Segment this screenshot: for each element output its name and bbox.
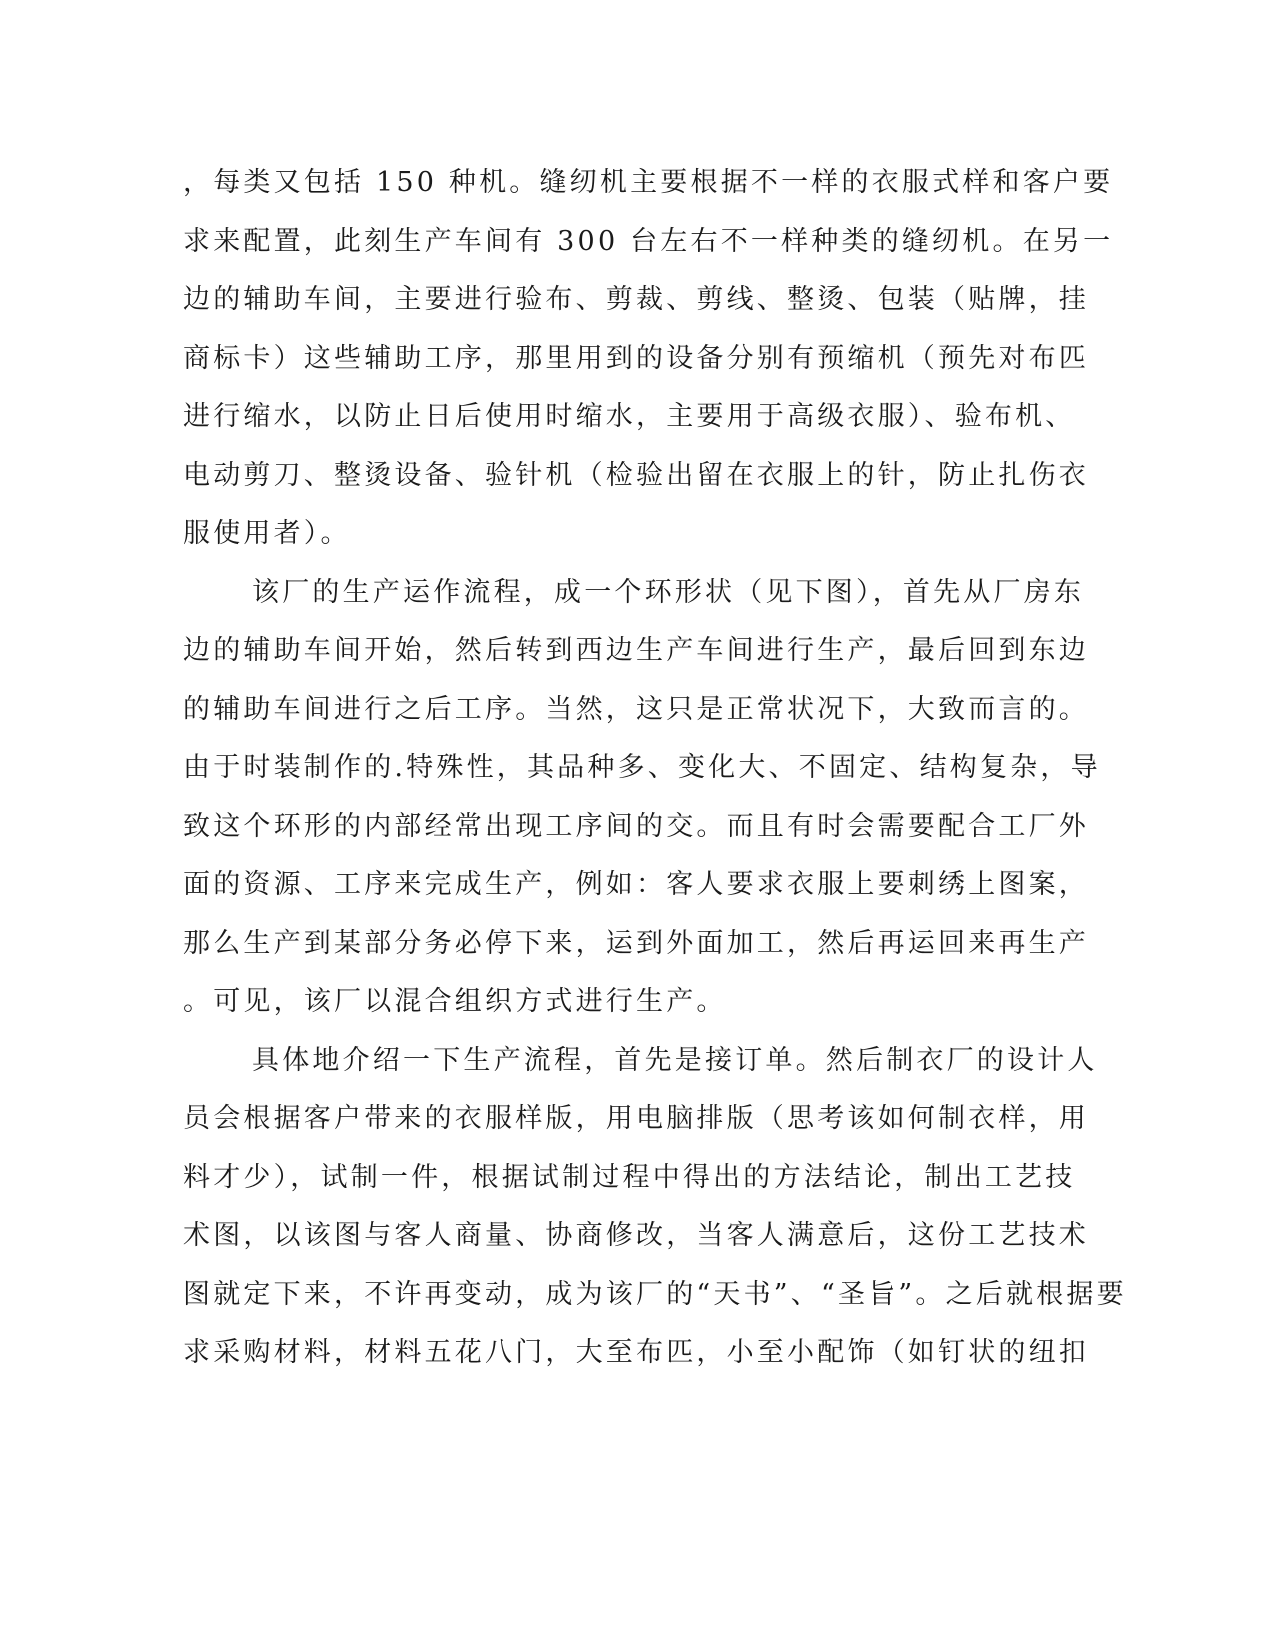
text-line: 求采购材料，材料五花八门，大至布匹，小至小配饰（如钉状的纽扣 — [183, 1337, 1089, 1368]
text-line: 料才少），试制一件，根据试制过程中得出的方法结论，制出工艺技 — [183, 1161, 1076, 1193]
text-line: 那么生产到某部分务必停下来，运到外面加工，然后再运回来再生产 — [183, 927, 1089, 959]
text-line: 电动剪刀、整烫设备、验针机（检验出留在衣服上的针，防止扎伤衣 — [183, 459, 1089, 491]
text-line: 由于时装制作的.特殊性，其品种多、变化大、不固定、结构复杂，导 — [183, 752, 1101, 783]
text-line: 边的辅助车间开始，然后转到西边生产车间进行生产，最后回到东边 — [183, 635, 1089, 666]
paragraph-first-line: 具体地介绍一下生产流程，首先是接订单。然后制衣厂的设计人 — [252, 1044, 1098, 1076]
text-line: 术图，以该图与客人商量、协商修改，当客人满意后，这份工艺技术 — [183, 1220, 1089, 1251]
text-line: 边的辅助车间，主要进行验布、剪裁、剪线、整烫、包装（贴牌，挂 — [183, 284, 1089, 315]
text-line: 。可见，该厂以混合组织方式进行生产。 — [183, 986, 727, 1017]
text-line: 求来配置，此刻生产车间有 300 台左右不一样种类的缝纫机。在另一 — [183, 225, 1114, 257]
text-line: 面的资源、工序来完成生产，例如：客人要求衣服上要刺绣上图案， — [183, 869, 1089, 900]
text-line: 图就定下来，不许再变动，成为该厂的“天书”、“圣旨”。之后就根据要 — [183, 1278, 1127, 1310]
text-line: 员会根据客户带来的衣服样版，用电脑排版（思考该如何制衣样，用 — [183, 1103, 1089, 1134]
text-line: 商标卡）这些辅助工序，那里用到的设备分别有预缩机（预先对布匹 — [183, 342, 1089, 374]
text-line: 服使用者）。 — [183, 518, 351, 549]
text-line: 进行缩水，以防止日后使用时缩水，主要用于高级衣服）、验布机、 — [183, 401, 1076, 432]
text-line: 致这个环形的内部经常出现工序间的交。而且有时会需要配合工厂外 — [183, 810, 1089, 842]
text-line: 的辅助车间进行之后工序。当然，这只是正常状况下，大致而言的。 — [183, 693, 1089, 725]
paragraph-first-line: 该厂的生产运作流程，成一个环形状（见下图），首先从厂房东 — [252, 576, 1085, 608]
text-line: ，每类又包括 150 种机。缝纫机主要根据不一样的衣服式样和客户要 — [183, 167, 1114, 198]
body-text — [183, 154, 1127, 1383]
